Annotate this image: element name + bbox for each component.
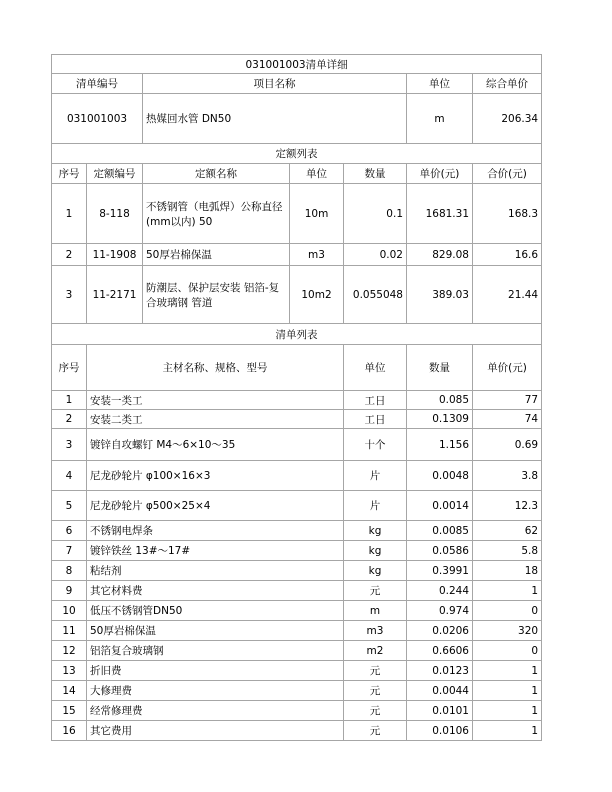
material-cell: 0.0014 <box>407 491 473 521</box>
material-cell: 74 <box>473 410 542 429</box>
materials-header: 主材名称、规格、型号 <box>87 345 344 391</box>
material-cell: 安装二类工 <box>87 410 344 429</box>
material-cell: 元 <box>344 661 407 681</box>
material-cell: 1 <box>473 661 542 681</box>
material-cell: 1 <box>473 681 542 701</box>
quota-cell: 389.03 <box>407 266 473 324</box>
material-cell: 4 <box>52 461 87 491</box>
materials-section-title: 清单列表 <box>52 324 542 345</box>
material-cell: 0.69 <box>473 429 542 461</box>
quota-cell: 11-1908 <box>87 244 143 266</box>
material-cell: 尼龙砂轮片 φ500×25×4 <box>87 491 344 521</box>
item-name: 热媒回水管 DN50 <box>143 94 407 144</box>
material-row <box>52 491 542 521</box>
material-cell: 9 <box>52 581 87 601</box>
material-cell: 铝箔复合玻璃钢 <box>87 641 344 661</box>
material-row <box>52 621 542 641</box>
material-cell: 16 <box>52 721 87 741</box>
material-cell: 十个 <box>344 429 407 461</box>
material-cell: 安装一类工 <box>87 391 344 410</box>
material-cell: m <box>344 601 407 621</box>
quota-cell: 10m2 <box>290 266 344 324</box>
header-code: 清单编号 <box>52 74 143 94</box>
material-row <box>52 661 542 681</box>
quota-header: 合价(元) <box>473 164 542 184</box>
material-cell: 1 <box>473 701 542 721</box>
material-cell: 元 <box>344 681 407 701</box>
quota-cell: 3 <box>52 266 87 324</box>
material-row <box>52 541 542 561</box>
material-cell: 11 <box>52 621 87 641</box>
material-row <box>52 561 542 581</box>
quota-header: 数量 <box>344 164 407 184</box>
header-name: 项目名称 <box>143 74 407 94</box>
material-cell: 7 <box>52 541 87 561</box>
material-cell: 工日 <box>344 391 407 410</box>
material-cell: 0 <box>473 601 542 621</box>
material-cell: 62 <box>473 521 542 541</box>
material-cell: 50厚岩棉保温 <box>87 621 344 641</box>
material-cell: 5.8 <box>473 541 542 561</box>
quota-header: 定额名称 <box>143 164 290 184</box>
material-cell: 其它材料费 <box>87 581 344 601</box>
header-unit: 单位 <box>407 74 473 94</box>
material-cell: 尼龙砂轮片 φ100×16×3 <box>87 461 344 491</box>
material-cell: 0.0106 <box>407 721 473 741</box>
quota-row <box>52 266 542 324</box>
material-row <box>52 521 542 541</box>
material-cell: 6 <box>52 521 87 541</box>
material-cell: 工日 <box>344 410 407 429</box>
quota-cell: 10m <box>290 184 344 244</box>
material-cell: 大修理费 <box>87 681 344 701</box>
material-row <box>52 701 542 721</box>
material-cell: 低压不锈钢管DN50 <box>87 601 344 621</box>
material-cell: 片 <box>344 491 407 521</box>
material-cell: 0.974 <box>407 601 473 621</box>
material-cell: 0.1309 <box>407 410 473 429</box>
quota-cell: 11-2171 <box>87 266 143 324</box>
material-cell: 0.0044 <box>407 681 473 701</box>
materials-header: 单价(元) <box>473 345 542 391</box>
material-cell: 0.0206 <box>407 621 473 641</box>
quota-cell: 829.08 <box>407 244 473 266</box>
quota-cell: 50厚岩棉保温 <box>143 244 290 266</box>
material-cell: 1 <box>52 391 87 410</box>
material-cell: 3 <box>52 429 87 461</box>
material-row <box>52 601 542 621</box>
material-row <box>52 681 542 701</box>
material-row <box>52 641 542 661</box>
material-row <box>52 581 542 601</box>
item-code: 031001003 <box>52 94 143 144</box>
item-price: 206.34 <box>473 94 542 144</box>
material-cell: 0.0123 <box>407 661 473 681</box>
material-cell: 3.8 <box>473 461 542 491</box>
quota-cell: 0.02 <box>344 244 407 266</box>
quota-section-title: 定额列表 <box>52 144 542 164</box>
quota-row <box>52 184 542 244</box>
material-cell: 折旧费 <box>87 661 344 681</box>
material-cell: 镀锌铁丝 13#～17# <box>87 541 344 561</box>
boq-detail-table <box>51 54 542 741</box>
quota-cell: 21.44 <box>473 266 542 324</box>
table-title: 031001003清单详细 <box>52 55 542 74</box>
material-cell: 13 <box>52 661 87 681</box>
materials-header: 序号 <box>52 345 87 391</box>
material-cell: 14 <box>52 681 87 701</box>
quota-row <box>52 244 542 266</box>
header-price: 综合单价 <box>473 74 542 94</box>
quota-header: 单价(元) <box>407 164 473 184</box>
material-cell: 5 <box>52 491 87 521</box>
material-row <box>52 461 542 491</box>
material-cell: 0.244 <box>407 581 473 601</box>
material-row <box>52 410 542 429</box>
quota-header: 单位 <box>290 164 344 184</box>
quota-cell: 0.055048 <box>344 266 407 324</box>
material-cell: 0.0085 <box>407 521 473 541</box>
material-cell: m2 <box>344 641 407 661</box>
quota-cell: 1681.31 <box>407 184 473 244</box>
quota-cell: 1 <box>52 184 87 244</box>
material-cell: 1.156 <box>407 429 473 461</box>
material-row <box>52 429 542 461</box>
quota-cell: 防潮层、保护层安装 铝箔-复合玻璃钢 管道 <box>143 266 290 324</box>
material-cell: 0.085 <box>407 391 473 410</box>
material-cell: kg <box>344 561 407 581</box>
material-cell: 粘结剂 <box>87 561 344 581</box>
material-cell: 12.3 <box>473 491 542 521</box>
quota-cell: 2 <box>52 244 87 266</box>
material-cell: 元 <box>344 701 407 721</box>
material-cell: 镀锌自攻螺钉 M4～6×10～35 <box>87 429 344 461</box>
quota-header: 定额编号 <box>87 164 143 184</box>
quota-cell: m3 <box>290 244 344 266</box>
material-cell: 15 <box>52 701 87 721</box>
quota-cell: 168.3 <box>473 184 542 244</box>
material-cell: 0 <box>473 641 542 661</box>
materials-header: 数量 <box>407 345 473 391</box>
quota-header: 序号 <box>52 164 87 184</box>
quota-cell: 8-118 <box>87 184 143 244</box>
material-cell: 0.3991 <box>407 561 473 581</box>
material-cell: 片 <box>344 461 407 491</box>
material-cell: 8 <box>52 561 87 581</box>
material-cell: 0.6606 <box>407 641 473 661</box>
material-row <box>52 721 542 741</box>
material-cell: 2 <box>52 410 87 429</box>
material-cell: 其它费用 <box>87 721 344 741</box>
material-cell: kg <box>344 521 407 541</box>
material-cell: 0.0586 <box>407 541 473 561</box>
material-cell: 经常修理费 <box>87 701 344 721</box>
material-cell: 1 <box>473 721 542 741</box>
material-cell: 元 <box>344 581 407 601</box>
material-row <box>52 391 542 410</box>
materials-header: 单位 <box>344 345 407 391</box>
material-cell: 10 <box>52 601 87 621</box>
material-cell: 18 <box>473 561 542 581</box>
item-unit: m <box>407 94 473 144</box>
quota-cell: 0.1 <box>344 184 407 244</box>
materials-rows <box>52 391 542 741</box>
material-cell: 0.0101 <box>407 701 473 721</box>
quota-cell: 不锈钢管（电弧焊）公称直径(mm以内) 50 <box>143 184 290 244</box>
material-cell: 0.0048 <box>407 461 473 491</box>
material-cell: 77 <box>473 391 542 410</box>
material-cell: kg <box>344 541 407 561</box>
material-cell: m3 <box>344 621 407 641</box>
material-cell: 元 <box>344 721 407 741</box>
material-cell: 12 <box>52 641 87 661</box>
material-cell: 320 <box>473 621 542 641</box>
material-cell: 1 <box>473 581 542 601</box>
quota-cell: 16.6 <box>473 244 542 266</box>
material-cell: 不锈钢电焊条 <box>87 521 344 541</box>
